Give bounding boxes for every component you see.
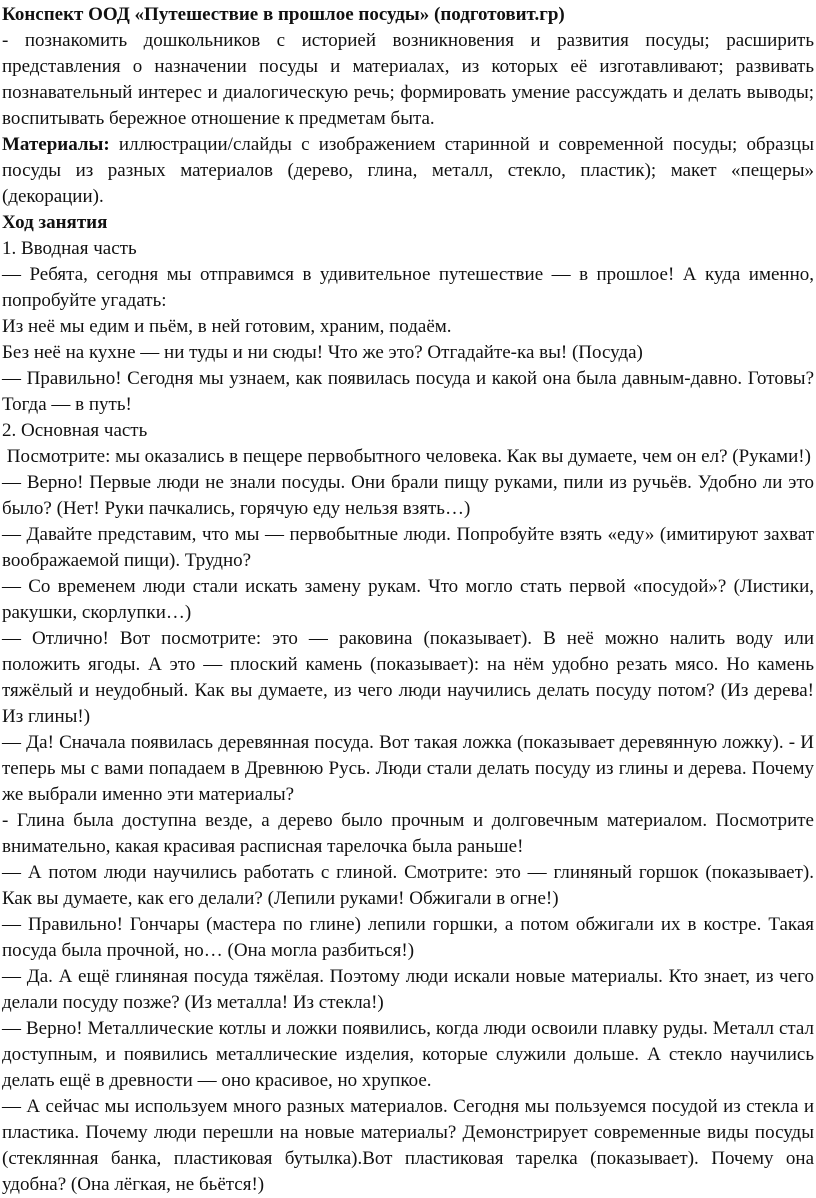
part1-paragraph: — Правильно! Сегодня мы узнаем, как появилась посуда и какой она была давным-давно. Готовы? Тогда — в путь! [2, 368, 814, 415]
part2-paragraph: — А потом люди научились работать с глиной. Смотрите: это — глиняный горшок (показывает). Как вы думаете, как его делали? (Лепили руками! Обжигали в огне!) [2, 862, 814, 909]
part2-heading: 2. Основная часть [2, 420, 148, 441]
part1-riddle-line2: Без неё на кухне — ни туды и ни сюды! Что же это? Отгадайте-ка вы! (Посуда) [2, 342, 643, 363]
part2-paragraph: — Давайте представим, что мы — первобытные люди. Попробуйте взять «еду» (имитируют захват воображаемой пищи). Трудно? [2, 524, 814, 571]
part1-paragraph: — Ребята, сегодня мы отправимся в удивительное путешествие — в прошлое! А куда именно, попробуйте угадать: [2, 264, 814, 311]
part2-paragraph: — Да! Сначала появилась деревянная посуда. Вот такая ложка (показывает деревянную ложку). - И теперь мы с вами попадаем в Древнюю Русь. Люди стали делать посуду из глины и дерева. Почему же выбрали именно эти материалы? [2, 732, 814, 805]
part2-paragraph: — А сейчас мы используем много разных материалов. Сегодня мы пользуемся посудой из стекла и пластика. Почему люди перешли на новые материалы? Демонстрирует современные виды посуды (стеклянная банка, пластиковая бутылка).Вот пластиковая тарелка (показывает). Почему она удобна? (Она лёгкая, не бьётся!) [2, 1096, 814, 1195]
lesson-goals: - познакомить дошкольников с историей возникновения и развития посуды; расширить представления о назначении посуды и материалах, из которых её изготавливают; развивать познавательный интерес и диалогическую речь; формировать умение рассуждать и делать выводы; воспитывать бережное отношение к предметам быта. [2, 30, 814, 129]
materials-text: иллюстрации/слайды с изображением старинной и современной посуды; образцы посуды из разных материалов (дерево, глина, металл, стекло, пластик); макет «пещеры» (декорации). [2, 134, 814, 207]
materials-label: Материалы: [2, 134, 110, 155]
part1-riddle-line1: Из неё мы едим и пьём, в ней готовим, храним, подаём. [2, 316, 452, 337]
part2-paragraph: — Отлично! Вот посмотрите: это — раковина (показывает). В неё можно налить воду или положить ягоды. А это — плоский камень (показывает): на нём удобно резать мясо. Но камень тяжёлый и неудобный. Как вы думаете, из чего люди научились делать посуду потом? (Из дерева! Из глины!) [2, 628, 814, 727]
part2-paragraph: — Верно! Первые люди не знали посуды. Они брали пищу руками, пили из ручьёв. Удобно ли это было? (Нет! Руки пачкались, горячую еду нельзя взять…) [2, 472, 814, 519]
part2-paragraph: — Верно! Металлические котлы и ложки появились, когда люди освоили плавку руды. Металл стал доступным, и появились металлические изделия, которые служили дольше. А стекло научились делать ещё в древности — оно красивое, но хрупкое. [2, 1018, 814, 1091]
part1-heading: 1. Вводная часть [2, 238, 137, 259]
materials-paragraph [2, 132, 814, 210]
part2-paragraph: — Со временем люди стали искать замену рукам. Что могло стать первой «посудой»? (Листики, ракушки, скорлупки…) [2, 576, 814, 623]
part2-paragraph: - Глина была доступна везде, а дерево было прочным и долговечным материалом. Посмотрите внимательно, какая красивая расписная тарелочка была раньше! [2, 810, 814, 857]
part2-paragraph: — Правильно! Гончары (мастера по глине) лепили горшки, а потом обжигали их в костре. Такая посуда была прочной, но… (Она могла разбиться!) [2, 914, 814, 961]
document-title: Конспект ООД «Путешествие в прошлое посуды» (подготовит.гр) [2, 4, 565, 25]
part2-paragraph: — Да. А ещё глиняная посуда тяжёлая. Поэтому люди искали новые материалы. Кто знает, из чего делали посуду позже? (Из металла! Из стекла!) [2, 966, 814, 1013]
course-heading: Ход занятия [2, 212, 108, 233]
part2-paragraph: Посмотрите: мы оказались в пещере первобытного человека. Как вы думаете, чем он ел? (Руками!) [2, 446, 811, 467]
